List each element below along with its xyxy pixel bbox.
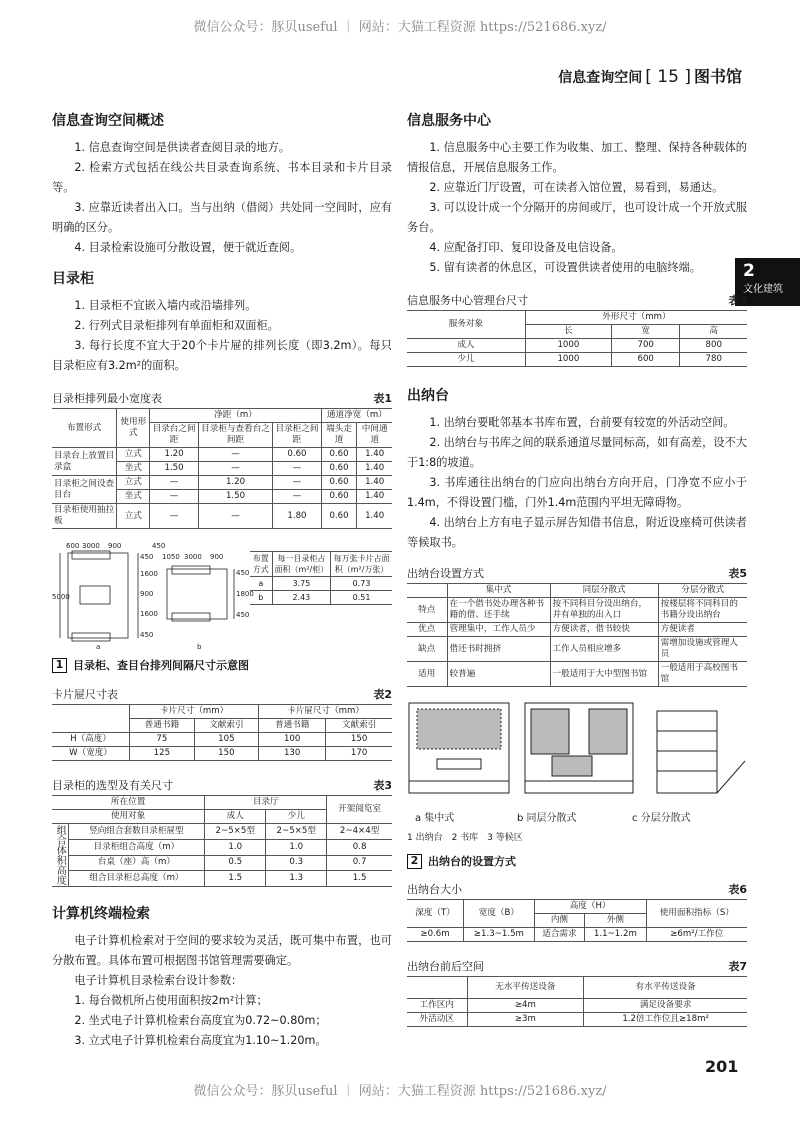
th: 普通书籍: [259, 719, 326, 733]
td: 700: [611, 339, 680, 353]
th: 文献索引: [326, 719, 392, 733]
figure-label-a: a: [96, 643, 101, 651]
table-4: [407, 310, 747, 367]
table-title: [407, 565, 747, 581]
td: —: [150, 476, 199, 490]
dim-label: 450: [236, 569, 250, 577]
td: 方便读者: [658, 623, 747, 637]
td: 管理集中，工作人员少: [447, 623, 550, 637]
td: 按不同科目分设出纳台，并有单独的出入口: [550, 598, 658, 623]
paragraph: 2. 坐式电子计算机检索台高度宜为0.72~0.80m；: [74, 1014, 327, 1027]
table-number: 表4: [728, 294, 747, 307]
td: —: [150, 490, 199, 504]
td: 目录台上放置目录盒: [52, 448, 117, 476]
td: 立式: [117, 504, 150, 529]
td: 1.20: [198, 476, 272, 490]
dim-label: 3000: [82, 542, 100, 550]
table-3: [52, 795, 392, 887]
td: 满足设备要求: [584, 999, 747, 1013]
td: —: [150, 504, 199, 529]
th: 分层分散式: [658, 584, 747, 598]
th: 每一目录柜占面积（m²/柜）: [272, 552, 331, 577]
circulation-desk-diagram: [407, 701, 747, 801]
th: 目录台之间距: [150, 423, 199, 448]
figure-label: a 集中式: [415, 813, 455, 824]
td: 1.40: [357, 490, 392, 504]
td: 方便读者，借书较快: [550, 623, 658, 637]
dim-label: 5000: [52, 593, 70, 601]
table-7: [407, 976, 747, 1027]
td: 台桌（座）高（m）: [68, 855, 205, 871]
header-number: [ 15 ]: [645, 67, 691, 87]
dim-label: 450: [152, 542, 166, 550]
td: 借还书时拥挤: [447, 637, 550, 662]
td: 特点: [407, 598, 447, 623]
th: 文献索引: [194, 719, 259, 733]
td: ≥6m²/工作位: [646, 928, 747, 942]
td: 1.20: [150, 448, 199, 462]
paragraph: 2. 出纳台与书库之间的联系通道尽量同标高，如有高差，设不大于1:8的坡道。: [407, 436, 747, 469]
figure-legend: 1 出纳台 2 书库 3 等候区: [407, 833, 523, 843]
td: 1.40: [357, 476, 392, 490]
td: 130: [259, 747, 326, 761]
th: 开架阅览室: [327, 796, 392, 824]
td: 立式: [117, 448, 150, 462]
td: 适合需求: [534, 928, 584, 942]
th: 普通书籍: [130, 719, 195, 733]
td: 1.5: [205, 871, 266, 887]
td: 1000: [525, 339, 611, 353]
td: 1.50: [150, 462, 199, 476]
th: 目录柜之间距: [273, 423, 322, 448]
figure-label: b 同层分散式: [517, 813, 577, 824]
td: 100: [259, 733, 326, 747]
td: ≥1.3~1.5m: [464, 928, 535, 942]
chapter-label: 文化建筑: [743, 284, 783, 295]
table-caption: 目录柜的选型及有关尺寸: [52, 779, 173, 792]
paragraph: 4. 应配备打印、复印设备及电信设备。: [429, 241, 623, 254]
th: 每万张卡片占面积（m²/万张）: [331, 552, 392, 577]
td: 2~5×5型: [266, 824, 327, 840]
th: 有水平传送设备: [584, 977, 747, 999]
td: 1.5: [327, 871, 392, 887]
td: —: [198, 504, 272, 529]
th: 成人: [205, 810, 266, 824]
caption-text: 出纳台的设置方式: [428, 855, 516, 868]
th: 布置形式: [52, 409, 117, 448]
td: a: [250, 577, 272, 591]
td: 800: [680, 339, 747, 353]
th: 集中式: [447, 584, 550, 598]
td: 优点: [407, 623, 447, 637]
td: 1.40: [357, 448, 392, 462]
dim-label: 3000: [184, 553, 202, 561]
td: 工作区内: [407, 999, 467, 1013]
td: 目录柜使用抽拉板: [52, 504, 117, 529]
td: 1.0: [266, 839, 327, 855]
td: 坐式: [117, 490, 150, 504]
td: 目录柜组合高度（m）: [68, 839, 205, 855]
catalog-layout-diagram: [52, 541, 252, 651]
td: —: [273, 490, 322, 504]
paragraph: 1. 每台微机所占使用面积按2m²计算；: [74, 994, 268, 1007]
figure-2: [407, 701, 747, 871]
paragraph: 3. 可以设计成一个分隔开的房间或厅，也可设计成一个开放式服务台。: [407, 201, 747, 234]
td: 600: [611, 353, 680, 367]
table-number: 表6: [728, 883, 747, 896]
heading: 目录柜: [52, 271, 94, 287]
paragraph: 1. 信息查询空间是供读者查阅目录的地方。: [74, 141, 290, 154]
td: 按楼层将不同科目的书籍分设出纳台: [658, 598, 747, 623]
td: 0.5: [205, 855, 266, 871]
td: 0.60: [321, 504, 357, 529]
dim-label: 450: [140, 631, 154, 639]
paragraph: 1. 出纳台要毗邻基本书库布置，台前要有较宽的外活动空间。: [429, 416, 735, 429]
td: 成人: [407, 339, 525, 353]
th: 外形尺寸（mm）: [525, 311, 747, 325]
th: 使用面积指标（S）: [646, 900, 747, 928]
th: 长: [525, 325, 611, 339]
dim-label: 900: [210, 553, 224, 561]
heading: 信息服务中心: [407, 113, 491, 129]
th: 使用形式: [117, 409, 150, 448]
td: b: [250, 591, 272, 605]
td: 0.60: [273, 448, 322, 462]
right-column: [407, 110, 747, 1027]
td: 竖向组合套数目录柜屉型: [68, 824, 205, 840]
td: 较普遍: [447, 662, 550, 687]
table-2: [52, 704, 392, 761]
th: 宽度（B）: [464, 900, 535, 928]
td: 0.60: [321, 448, 357, 462]
td: 3.75: [272, 577, 331, 591]
chapter-number: 2: [743, 261, 755, 281]
th: 所在位置: [52, 796, 205, 810]
paragraph: 2. 行列式目录柜排列有单面柜和双面柜。: [74, 319, 279, 332]
dim-label: 1800: [236, 590, 254, 598]
td: 缺点: [407, 637, 447, 662]
table-number: 表3: [373, 779, 392, 792]
running-header: [558, 64, 742, 87]
td: 0.73: [331, 577, 392, 591]
header-section: 信息查询空间: [558, 70, 643, 86]
th: 端头走道: [321, 423, 357, 448]
page-number: 201: [705, 1057, 739, 1076]
td: 0.8: [327, 839, 392, 855]
figure-label-b: b: [197, 643, 202, 651]
td: 2~4×4型: [327, 824, 392, 840]
figure-number: 2: [407, 854, 422, 869]
td: 0.60: [321, 490, 357, 504]
th: 中间通道: [357, 423, 392, 448]
heading: 计算机终端检索: [52, 906, 150, 922]
td: 125: [130, 747, 195, 761]
paragraph: 2. 应靠近门厅设置，可在读者入馆位置，易看到，易通达。: [429, 181, 724, 194]
area-table: [250, 551, 392, 605]
th: 服务对象: [407, 311, 525, 339]
table-5: [407, 583, 747, 687]
th: 通道净宽（m）: [321, 409, 392, 423]
watermark-bottom: 微信公众号：豚贝useful ｜ 网站：大猫工程资源 https://521686.xyz/: [193, 1084, 607, 1099]
table-number: 表5: [728, 567, 747, 580]
td: 2~5×5型: [205, 824, 266, 840]
td: 一般适用于大中型图书馆: [550, 662, 658, 687]
dim-label: 450: [236, 611, 250, 619]
figure-1: [52, 541, 392, 676]
figure-label: c 分层分散式: [632, 813, 691, 824]
td: 2.43: [272, 591, 331, 605]
td: 0.7: [327, 855, 392, 871]
table-caption: 信息服务中心管理台尺寸: [407, 294, 528, 307]
dim-label: 1050: [162, 553, 180, 561]
th: 布置方式: [250, 552, 272, 577]
td: 0.60: [321, 462, 357, 476]
paragraph: 3. 书库通往出纳台的门应向出纳台方向开启，门净宽不应小于1.4m，不得设置门槛，门外1.4m范围内平坦无障碍物。: [407, 476, 747, 509]
td: 1.1~1.2m: [585, 928, 646, 942]
th: 外侧: [585, 914, 646, 928]
th: 卡片屉尺寸（mm）: [259, 705, 392, 719]
dim-label: 600: [66, 542, 80, 550]
paragraph: 1. 信息服务中心主要工作为收集、加工、整理、保持各种载体的情报信息，开展信息服务工作。: [407, 141, 747, 174]
td: 1.50: [198, 490, 272, 504]
td: 780: [680, 353, 747, 367]
table-title: [52, 390, 392, 406]
table-caption: 目录柜排列最小宽度表: [52, 392, 162, 405]
dim-label: 900: [108, 542, 122, 550]
figure-caption: [407, 853, 747, 869]
table-caption: 出纳台设置方式: [407, 567, 484, 580]
caption-text: 目录柜、查目台排列间隔尺寸示意图: [73, 659, 249, 672]
td: 0.3: [266, 855, 327, 871]
paragraph: 4. 出纳台上方有电子显示屏告知借书信息，附近设座椅可供读者等候取书。: [407, 516, 747, 549]
heading: 信息查询空间概述: [52, 113, 164, 129]
td: W（宽度）: [52, 747, 130, 761]
paragraph: 2. 检索方式包括在线公共目录查询系统、书本目录和卡片目录等。: [52, 161, 392, 194]
td: 150: [194, 747, 259, 761]
td: 1.40: [357, 504, 392, 529]
td: 组合目录柜总高度（m）: [68, 871, 205, 887]
paragraph: 3. 每行长度不宜大于20个卡片屉的排列长度（即3.2m）。每只目录柜应有3.2m²的面积。: [52, 339, 392, 372]
td: 一般适用于高校图书馆: [658, 662, 747, 687]
th: 高度（H）: [534, 900, 646, 914]
left-column: [52, 110, 392, 1051]
dim-label: 1600: [140, 570, 158, 578]
td: ≥4m: [467, 999, 584, 1013]
td: —: [273, 476, 322, 490]
th: 目录柜与查看台之间距: [198, 423, 272, 448]
td: ≥0.6m: [407, 928, 464, 942]
td: 少儿: [407, 353, 525, 367]
table-caption: 卡片屉尺寸表: [52, 688, 118, 701]
td: 105: [194, 733, 259, 747]
table-title: [407, 292, 747, 308]
figure-caption: [52, 657, 249, 673]
td: 1.3: [266, 871, 327, 887]
table-title: [52, 777, 392, 793]
th: 少儿: [266, 810, 327, 824]
dim-label: 450: [140, 553, 154, 561]
dim-label: 1600: [140, 610, 158, 618]
td: 150: [326, 733, 392, 747]
table-caption: 出纳台前后空间: [407, 960, 484, 973]
td: 外活动区: [407, 1013, 467, 1027]
td: 1.80: [273, 504, 322, 529]
paragraph: 3. 应靠近读者出入口。当与出纳（借阅）共处同一空间时，应有明确的区分。: [52, 201, 392, 234]
td: 立式: [117, 476, 150, 490]
th: 目录厅: [205, 796, 327, 810]
figure-labels: [407, 809, 747, 824]
table-title: [407, 958, 747, 974]
td: H（高度）: [52, 733, 130, 747]
th: 组合体积高度: [52, 824, 68, 887]
td: 坐式: [117, 462, 150, 476]
th: 无水平传送设备: [467, 977, 584, 999]
table-title: [52, 686, 392, 702]
dim-label: 900: [140, 590, 154, 598]
table-6: [407, 899, 747, 942]
paragraph: 电子计算机检索对于空间的要求较为灵活，既可集中布置，也可分散布置。具体布置可根据图书馆管理需要确定。: [52, 934, 392, 967]
td: 1000: [525, 353, 611, 367]
th: 内侧: [534, 914, 584, 928]
th: 宽: [611, 325, 680, 339]
td: 1.0: [205, 839, 266, 855]
td: 目录柜之间设查目台: [52, 476, 117, 504]
th: 卡片尺寸（mm）: [130, 705, 259, 719]
td: 1.2倍工作位且≥18m²: [584, 1013, 747, 1027]
td: —: [198, 462, 272, 476]
td: 170: [326, 747, 392, 761]
td: 在一个借书处办理各种书籍的借、还手续: [447, 598, 550, 623]
header-title: 图书馆: [693, 67, 742, 86]
th: 同层分散式: [550, 584, 658, 598]
table-title: [407, 881, 747, 897]
th: 深度（T）: [407, 900, 464, 928]
th: 净距（m）: [150, 409, 321, 423]
figure-number: 1: [52, 658, 67, 673]
th: 使用对象: [52, 810, 205, 824]
paragraph: 1. 目录柜不宜嵌入墙内或沿墙排列。: [74, 299, 257, 312]
td: 工作人员相应增多: [550, 637, 658, 662]
td: 适用: [407, 662, 447, 687]
paragraph: 5. 留有读者的休息区，可设置供读者使用的电脑终端。: [429, 261, 701, 274]
td: —: [198, 448, 272, 462]
td: 0.60: [321, 476, 357, 490]
td: 75: [130, 733, 195, 747]
th: 高: [680, 325, 747, 339]
td: 需增加设施或管理人员: [658, 637, 747, 662]
td: 1.40: [357, 462, 392, 476]
td: ≥3m: [467, 1013, 584, 1027]
td: 0.51: [331, 591, 392, 605]
table-number: 表7: [728, 960, 747, 973]
table-number: 表2: [373, 688, 392, 701]
heading: 出纳台: [407, 388, 449, 404]
table-caption: 出纳台大小: [407, 883, 462, 896]
watermark-top: 微信公众号：豚贝useful ｜ 网站：大猫工程资源 https://521686.xyz/: [193, 20, 607, 35]
table-1: [52, 408, 392, 529]
paragraph: 4. 目录检索设施可分散设置，便于就近查阅。: [74, 241, 302, 254]
paragraph: 3. 立式电子计算机检索台高度宜为1.10~1.20m。: [74, 1034, 327, 1047]
paragraph: 电子计算机目录检索台设计参数：: [74, 974, 243, 987]
td: —: [273, 462, 322, 476]
table-number: 表1: [373, 392, 392, 405]
